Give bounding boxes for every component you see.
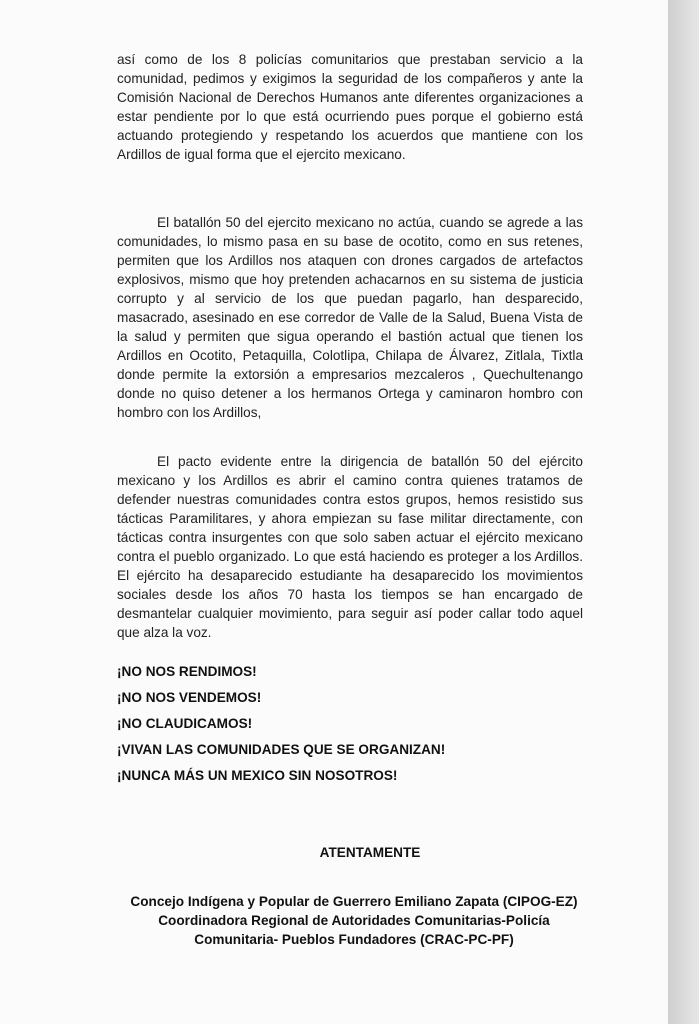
slogan-3: ¡NO CLAUDICAMOS! — [117, 716, 253, 731]
signature-block: Concejo Indígena y Popular de Guerrero Emiliano Zapata (CIPOG-EZ) Coordinadora Regional de Autoridades Comunitarias-Policía Comunitaria- Pueblos Fundadores (CRAC-PC-PF) — [130, 894, 578, 947]
slogan-1: ¡NO NOS RENDIMOS! — [117, 664, 257, 679]
body-paragraph-1: así como de los 8 policías comunitarios que prestaban servicio a la comunidad, pedimos y exigimos la seguridad de los compañeros y ante la Comisión Nacional de Derechos Humanos ante diferentes organizaciones a estar pendiente por lo que está ocurriendo pues porque el gobierno está actuando protegiendo y respetando los acuerdos que mantiene con los Ardillos de igual forma que el ejercito mexicano. — [117, 52, 583, 162]
slogan-4: ¡VIVAN LAS COMUNIDADES QUE SE ORGANIZAN! — [117, 742, 446, 757]
slogan-list — [117, 659, 587, 789]
slogan-5: ¡NUNCA MÁS UN MEXICO SIN NOSOTROS! — [117, 768, 398, 783]
background-margin — [668, 0, 699, 1024]
body-paragraph-3: El pacto evidente entre la dirigencia de batallón 50 del ejército mexicano y los Ardillos es abrir el camino contra quienes tratamos de defender nuestras comunidades contra estos grupos, hemos resistido sus tácticas Paramilitares, y ahora empiezan su fase militar directamente, con tácticas contra insurgentes con que solo saben actuar el ejército mexicano contra el pueblo organizado. Lo que está haciendo es proteger a los Ardillos. El ejército ha desaparecido estudiante ha desaparecido los movimientos sociales desde los años 70 hasta los tiempos se han encargado de desmantelar cualquier movimiento, para seguir así poder callar todo aquel que alza la voz. — [117, 454, 583, 640]
slogan-2: ¡NO NOS VENDEMOS! — [117, 690, 262, 705]
body-paragraph-2: El batallón 50 del ejercito mexicano no actúa, cuando se agrede a las comunidades, lo mismo pasa en su base de ocotito, como en sus retenes, permiten que los Ardillos nos ataquen con drones cargados de artefactos explosivos, mismo que hoy pretenden achacarnos en su sistema de justicia corrupto y al servicio de los que puedan pagarlo, han desparecido, masacrado, asesinado en ese corredor de Valle de la Salud, Buena Vista de la salud y permiten que sigua operando el bastión actual que tienen los Ardillos en Ocotito, Petaquilla, Colotlipa, Chilapa de Álvarez, Zitlala, Tixtla donde permite la extorsión a empresarios mezcaleros , Quechultenango donde no quiso detener a los hermanos Ortega y caminaron hombro con hombro con los Ardillos, — [117, 215, 583, 420]
closing-salutation: ATENTAMENTE — [319, 845, 421, 860]
